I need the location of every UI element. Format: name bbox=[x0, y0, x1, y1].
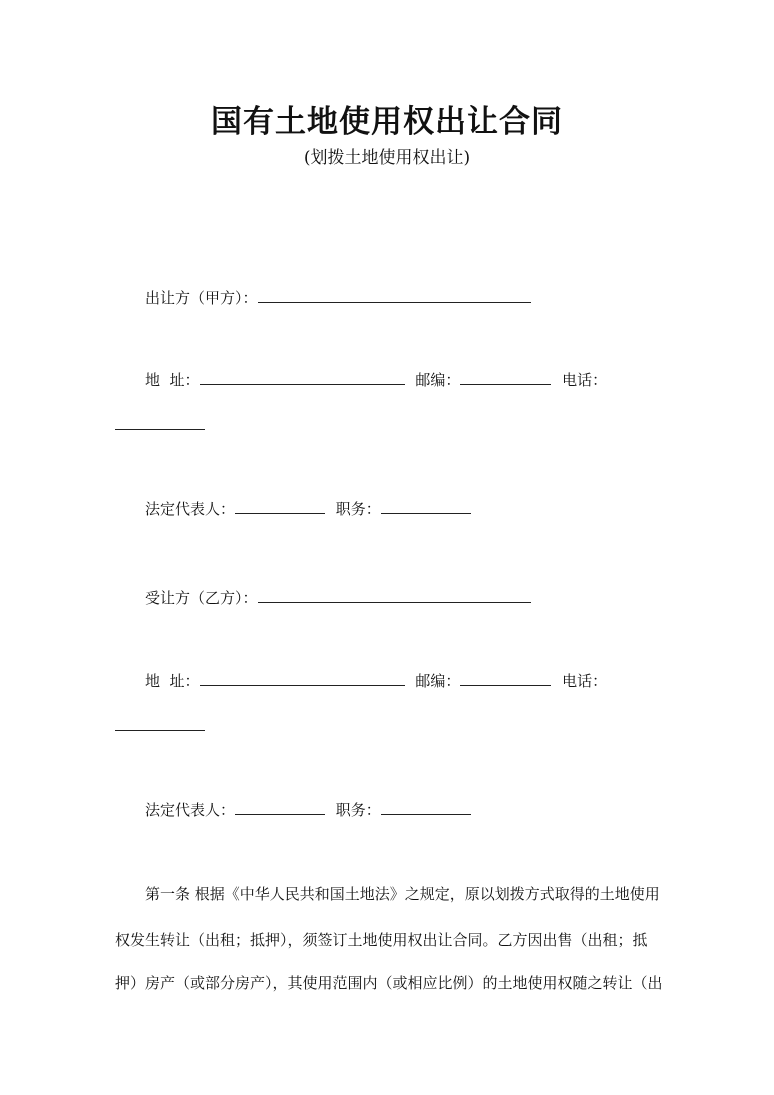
party-a-rep-blank[interactable] bbox=[235, 498, 325, 514]
party-b-postcode-label: 邮编： bbox=[415, 672, 461, 690]
article-1-line-3: 押）房产（或部分房产），其使用范围内（或相应比例）的土地使用权随之转让（出 bbox=[115, 974, 663, 992]
party-a-rep-row bbox=[145, 498, 471, 520]
document-title: 国有土地使用权出让合同 bbox=[211, 104, 563, 140]
document-subtitle: (划拨土地使用权出让) bbox=[303, 148, 471, 168]
party-a-blank[interactable] bbox=[258, 287, 531, 303]
party-a-address-label: 地 址： bbox=[145, 371, 200, 389]
party-a-postcode-label: 邮编： bbox=[415, 371, 461, 389]
party-b-label: 受让方（乙方）： bbox=[145, 589, 258, 607]
party-a-position-blank[interactable] bbox=[381, 498, 471, 514]
party-b-phone-blank[interactable] bbox=[115, 715, 205, 731]
party-a-phone-row bbox=[115, 414, 205, 436]
party-b-rep-row bbox=[145, 799, 471, 821]
article-1-line-2: 权发生转让（出租；抵押），须签订土地使用权出让合同。乙方因出售（出租；抵 bbox=[115, 931, 648, 949]
party-a-position-label: 职务： bbox=[335, 500, 381, 518]
party-b-position-label: 职务： bbox=[335, 801, 381, 819]
party-b-phone-row bbox=[115, 715, 205, 737]
party-a-address-blank[interactable] bbox=[200, 369, 405, 385]
party-a-postcode-blank[interactable] bbox=[460, 369, 551, 385]
party-b-phone-label: 电话： bbox=[562, 672, 608, 690]
party-b-rep-label: 法定代表人： bbox=[145, 801, 236, 819]
party-b-postcode-blank[interactable] bbox=[460, 670, 551, 686]
party-b-address-label: 地 址： bbox=[145, 672, 200, 690]
party-b-rep-blank[interactable] bbox=[235, 799, 325, 815]
party-b-blank[interactable] bbox=[258, 587, 531, 603]
party-a-rep-label: 法定代表人： bbox=[145, 500, 236, 518]
party-a-label: 出让方（甲方）： bbox=[145, 289, 258, 307]
party-b-position-blank[interactable] bbox=[381, 799, 471, 815]
party-a-phone-label: 电话： bbox=[562, 371, 608, 389]
party-b-row bbox=[145, 587, 531, 609]
party-b-address-blank[interactable] bbox=[200, 670, 405, 686]
article-1-line-1: 第一条 根据《中华人民共和国土地法》之规定，原以划拨方式取得的土地使用 bbox=[145, 885, 660, 903]
party-a-row bbox=[145, 287, 531, 309]
party-a-address-row bbox=[145, 369, 607, 391]
party-a-phone-blank[interactable] bbox=[115, 414, 205, 430]
party-b-address-row bbox=[145, 670, 607, 692]
